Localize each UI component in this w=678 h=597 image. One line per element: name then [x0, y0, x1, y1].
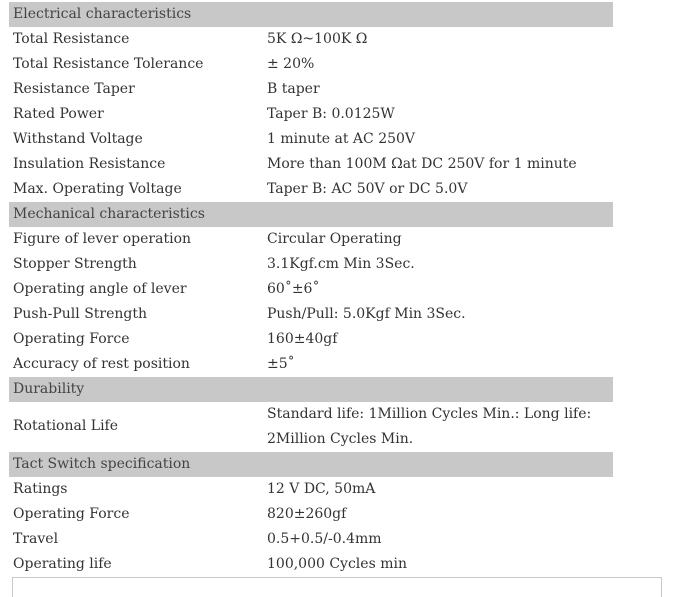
- spec-value: Taper B: AC 50V or DC 5.0V: [267, 181, 468, 197]
- spec-value: 1 minute at AC 250V: [267, 131, 416, 147]
- spec-row: [9, 152, 613, 177]
- spec-label: Figure of lever operation: [13, 231, 192, 247]
- spec-value: 820±260gf: [267, 506, 347, 522]
- spec-row: [9, 402, 613, 452]
- spec-value: 5K Ω~100K Ω: [267, 31, 368, 47]
- spec-label: Resistance Taper: [13, 81, 135, 97]
- spec-row: [9, 352, 613, 377]
- spec-row: [9, 527, 613, 552]
- spec-value: More than 100M Ωat DC 250V for 1 minute: [267, 156, 577, 172]
- spec-row: [9, 77, 613, 102]
- spec-label: Total Resistance Tolerance: [13, 56, 204, 72]
- spec-value: Circular Operating: [267, 231, 402, 247]
- spec-row: [9, 552, 613, 577]
- spec-row: [9, 327, 613, 352]
- spec-label: Rotational Life: [13, 418, 119, 434]
- spec-row: [9, 102, 613, 127]
- spec-value: 3.1Kgf.cm Min 3Sec.: [267, 256, 415, 272]
- spec-value: 0.5+0.5/-0.4mm: [267, 531, 382, 547]
- spec-value: Taper B: 0.0125W: [267, 106, 395, 122]
- spec-value: Standard life: 1Million Cycles Min.: Long life: 2Million Cycles Min.: [267, 406, 592, 447]
- spec-row: [9, 302, 613, 327]
- spec-value: 60˚±6˚: [267, 281, 320, 297]
- spec-label: Travel: [13, 531, 59, 547]
- spec-label: Push-Pull Strength: [13, 306, 148, 322]
- spec-label: Accuracy of rest position: [13, 356, 190, 372]
- spec-value: Push/Pull: 5.0Kgf Min 3Sec.: [267, 306, 466, 322]
- spec-label: Withstand Voltage: [13, 131, 143, 147]
- spec-label: Total Resistance: [13, 31, 130, 47]
- section-header-electrical: Electrical characteristics: [9, 2, 613, 27]
- spec-table: [9, 2, 613, 577]
- spec-label: Operating Force: [13, 331, 130, 347]
- spec-value: B taper: [267, 81, 320, 97]
- section-header-tact-switch: Tact Switch specification: [9, 452, 613, 477]
- spec-label: Operating life: [13, 556, 112, 572]
- spec-label: Ratings: [13, 481, 68, 497]
- spec-row: [9, 127, 613, 152]
- spec-label: Operating angle of lever: [13, 281, 187, 297]
- spec-row: [9, 277, 613, 302]
- spec-label: Insulation Resistance: [13, 156, 166, 172]
- spec-row: [9, 227, 613, 252]
- spec-row: [9, 252, 613, 277]
- spec-label: Operating Force: [13, 506, 130, 522]
- spec-row: [9, 52, 613, 77]
- section-header-durability: Durability: [9, 377, 613, 402]
- spec-value: 160±40gf: [267, 331, 338, 347]
- spec-row: [9, 502, 613, 527]
- spec-row: [9, 27, 613, 52]
- spec-row: [9, 477, 613, 502]
- spec-label: Stopper Strength: [13, 256, 137, 272]
- spec-label: Max. Operating Voltage: [13, 181, 182, 197]
- spec-value: ±5˚: [267, 356, 295, 372]
- bottom-panel-border: [12, 577, 662, 597]
- spec-value: ± 20%: [267, 56, 315, 72]
- spec-row: [9, 177, 613, 202]
- spec-value: 100,000 Cycles min: [267, 556, 407, 572]
- spec-label: Rated Power: [13, 106, 104, 122]
- spec-value: 12 V DC, 50mA: [267, 481, 376, 497]
- section-header-mechanical: Mechanical characteristics: [9, 202, 613, 227]
